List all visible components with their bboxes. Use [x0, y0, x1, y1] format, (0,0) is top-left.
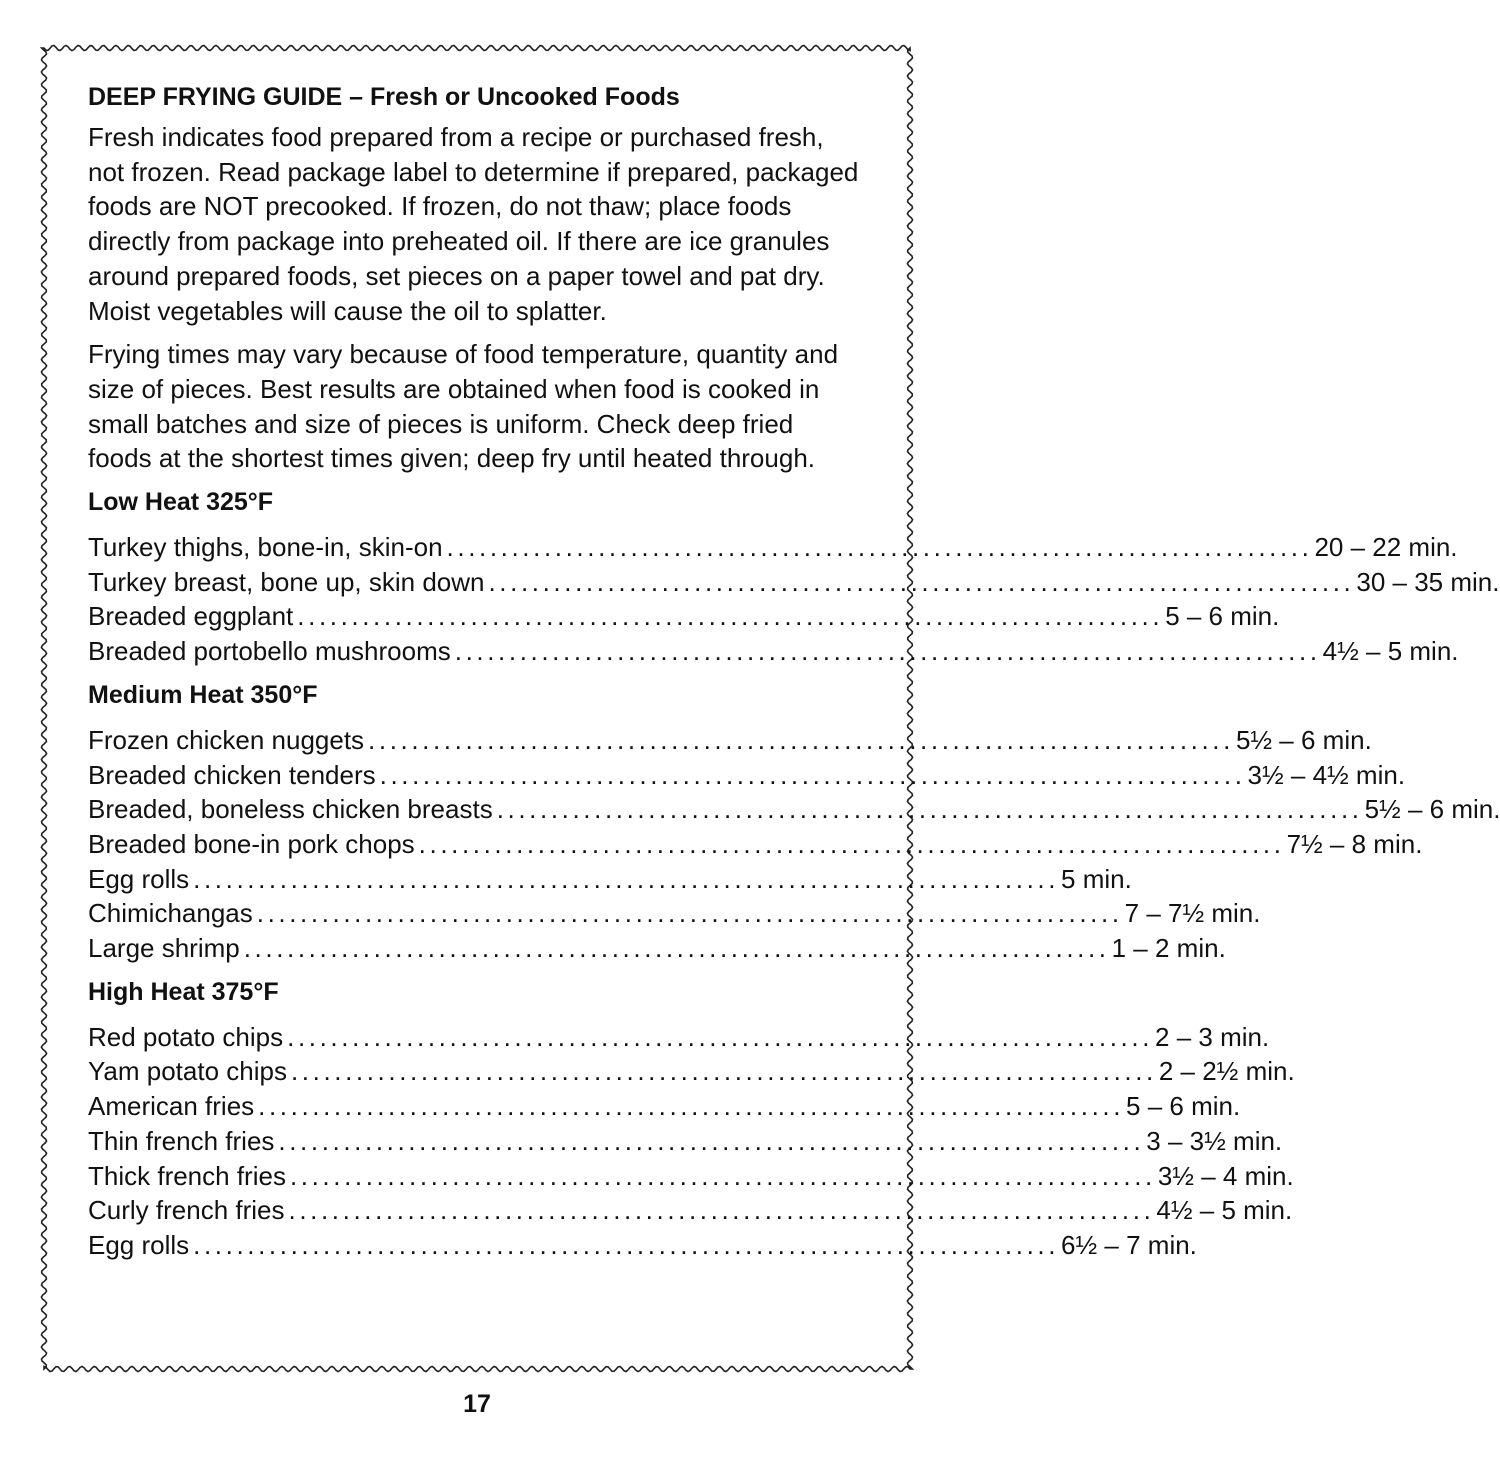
- food-name: American fries: [88, 1091, 255, 1122]
- dot-leader: ................................................................................: [297, 601, 1164, 632]
- fry-time: 3 – 3½ min.: [1146, 1125, 1283, 1156]
- food-time-row: [88, 1089, 1241, 1124]
- dot-leader: ................................................................................: [454, 636, 1321, 667]
- fry-time: 3½ – 4½ min.: [1247, 759, 1406, 790]
- dot-leader: ................................................................................: [258, 1091, 1125, 1122]
- dot-leader: ................................................................................: [290, 1056, 1157, 1087]
- food-name: Thin french fries: [88, 1125, 275, 1156]
- fry-time: 2 – 3 min.: [1155, 1021, 1270, 1052]
- food-time-row: [88, 1020, 1270, 1055]
- fry-time: 7½ – 8 min.: [1286, 828, 1423, 859]
- section-heading: Low Heat 325°F: [88, 488, 274, 517]
- food-name: Turkey breast, bone up, skin down: [88, 566, 485, 597]
- section-heading: Medium Heat 350°F: [88, 680, 318, 709]
- guide-title: DEEP FRYING GUIDE – Fresh or Uncooked Foods: [88, 83, 680, 111]
- fry-time: 30 – 35 min.: [1356, 566, 1500, 597]
- fry-time: 2 – 2½ min.: [1158, 1056, 1295, 1087]
- dot-leader: ................................................................................: [446, 532, 1313, 563]
- dot-leader: ................................................................................: [193, 863, 1060, 894]
- dot-leader: ................................................................................: [368, 724, 1234, 755]
- food-name: Yam potato chips: [88, 1056, 287, 1087]
- food-name: Breaded portobello mushrooms: [88, 636, 451, 667]
- food-time-row: [88, 1054, 1295, 1089]
- heat-section: [88, 677, 1500, 966]
- food-name: Breaded eggplant: [88, 601, 294, 632]
- dot-leader: ................................................................................: [256, 898, 1123, 929]
- fry-time: 5½ – 6 min.: [1364, 794, 1500, 825]
- page-number: 17: [463, 1390, 491, 1418]
- fry-time: 4½ – 5 min.: [1156, 1195, 1293, 1226]
- food-name: Red potato chips: [88, 1021, 284, 1052]
- food-time-row: [88, 1124, 1283, 1159]
- food-name: Turkey thighs, bone-in, skin-on: [88, 532, 443, 563]
- food-name: Breaded chicken tenders: [88, 759, 376, 790]
- food-time-row: [88, 758, 1406, 793]
- food-time-row: [88, 827, 1423, 862]
- intro-paragraph-times: Frying times may vary because of food temperature, quantity and size of pieces. Best results are obtained when food is cooked in small batches and size of pieces is uniform. Check deep fried foods at the shortest times given; deep fry until heated through.: [88, 339, 839, 474]
- food-time-row: [88, 1193, 1293, 1228]
- food-name: Egg rolls: [88, 1229, 190, 1260]
- dot-leader: ................................................................................: [496, 794, 1363, 825]
- dot-leader: ................................................................................: [243, 933, 1110, 964]
- fry-time: 20 – 22 min.: [1314, 532, 1458, 563]
- fry-time: 5½ – 6 min.: [1235, 724, 1372, 755]
- fry-time: 7 – 7½ min.: [1124, 898, 1261, 929]
- dot-leader: ................................................................................: [193, 1229, 1060, 1260]
- dot-leader: ................................................................................: [278, 1125, 1145, 1156]
- dot-leader: ................................................................................: [287, 1021, 1154, 1052]
- food-time-row: [88, 1159, 1294, 1194]
- food-name: Thick french fries: [88, 1160, 286, 1191]
- section-heading: High Heat 375°F: [88, 977, 279, 1006]
- food-name: Chimichangas: [88, 898, 253, 929]
- food-name: Curly french fries: [88, 1195, 285, 1226]
- food-name: Egg rolls: [88, 863, 190, 894]
- dot-leader: ................................................................................: [379, 759, 1246, 790]
- dot-leader: ................................................................................: [288, 1195, 1155, 1226]
- food-time-row: [88, 862, 1132, 897]
- fry-time: 1 – 2 min.: [1111, 933, 1226, 964]
- food-time-row: [88, 1228, 1197, 1263]
- heat-sections: [88, 484, 1500, 1263]
- fry-time: 5 – 6 min.: [1126, 1091, 1241, 1122]
- food-time-row: [88, 634, 1459, 669]
- heat-section: [88, 484, 1500, 669]
- dot-leader: ................................................................................: [488, 566, 1355, 597]
- guide-content: [88, 78, 1500, 1263]
- heat-section: [88, 974, 1295, 1263]
- food-time-row: [88, 792, 1500, 827]
- dot-leader: ................................................................................: [418, 828, 1285, 859]
- food-name: Breaded, boneless chicken breasts: [88, 794, 493, 825]
- food-time-row: [88, 530, 1458, 565]
- food-time-row: [88, 896, 1261, 931]
- food-time-row: [88, 931, 1226, 966]
- food-time-row: [88, 723, 1372, 758]
- fry-time: 5 – 6 min.: [1165, 601, 1280, 632]
- food-name: Breaded bone-in pork chops: [88, 828, 415, 859]
- fry-time: 3½ – 4 min.: [1157, 1160, 1294, 1191]
- fry-time: 6½ – 7 min.: [1061, 1229, 1197, 1260]
- food-name: Large shrimp: [88, 933, 240, 964]
- food-time-row: [88, 565, 1500, 600]
- intro-paragraph-fresh: Fresh indicates food prepared from a recipe or purchased fresh, not frozen. Read package label to determine if prepared, packaged foods are NOT precooked. If frozen, do not thaw; place foods directly from package into preheated oil. If there are ice granules around prepared foods, set pieces on a paper towel and pat dry. Moist vegetables will cause the oil to splatter.: [88, 122, 859, 326]
- fry-time: 4½ – 5 min.: [1322, 636, 1459, 667]
- fry-time: 5 min.: [1061, 863, 1132, 894]
- food-time-row: [88, 599, 1280, 634]
- dot-leader: ................................................................................: [289, 1160, 1156, 1191]
- food-name: Frozen chicken nuggets: [88, 724, 365, 755]
